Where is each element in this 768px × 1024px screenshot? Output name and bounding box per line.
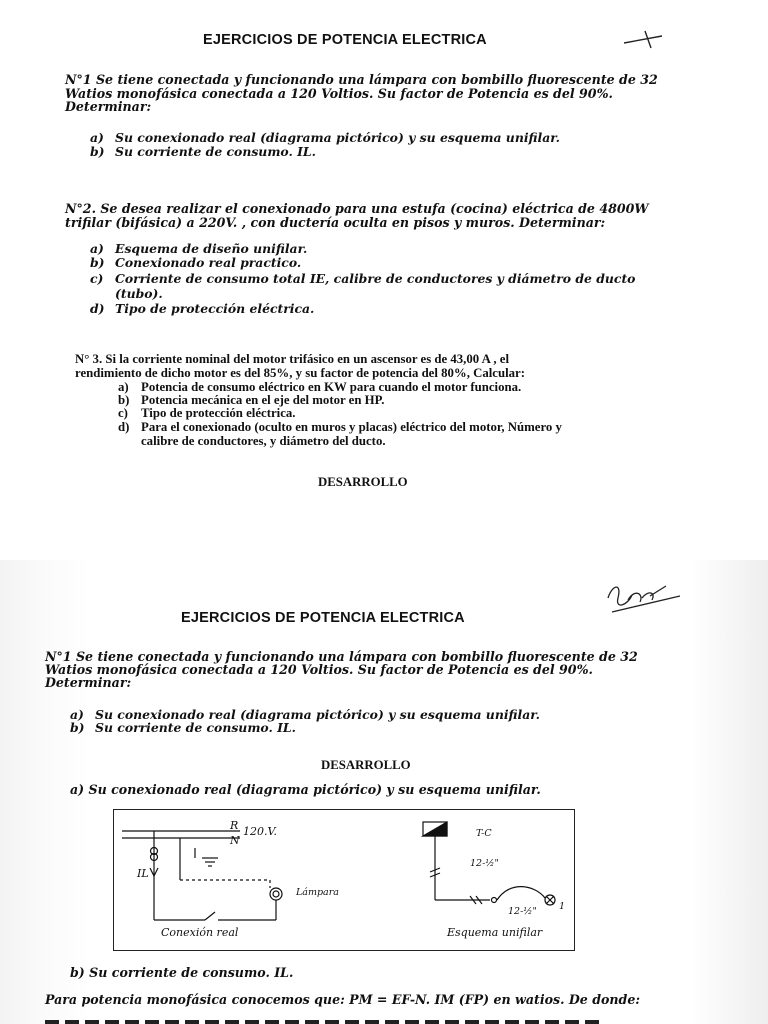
- list-item: b) Su corriente de consumo. IL.: [70, 720, 296, 735]
- real-caption: Conexión real: [161, 926, 239, 939]
- cut-off-line: [45, 1014, 605, 1024]
- list-item: d) Para el conexionado (oculto en muros y placas) eléctrico del motor, Número y: [118, 420, 562, 434]
- list-item: a) Potencia de consumo eléctrico en KW para cuando el motor funciona.: [118, 380, 522, 394]
- part-a-heading: a) Su conexionado real (diagrama pictórico) y su esquema unifilar.: [70, 782, 541, 797]
- exercise-line: N°1 Se tiene conectada y funcionando una lámpara con bombillo fluorescente de 32: [65, 72, 658, 87]
- exercise-line: N°2. Se desea realizar el conexionado para una estufa (cocina) eléctrica de 4800W: [65, 201, 649, 216]
- exercise-line: Determinar:: [45, 675, 132, 690]
- formula-line: Para potencia monofásica conocemos que: PM = EF-N. IM (FP) en watios. De donde:: [45, 992, 641, 1007]
- exercise-line: N°1 Se tiene conectada y funcionando una lámpara con bombillo fluorescente de 32: [45, 649, 638, 664]
- section-heading: DESARROLLO: [318, 475, 408, 489]
- list-item: b) Potencia mecánica en el eje del motor en HP.: [118, 393, 385, 407]
- page-title: EJERCICIOS DE POTENCIA ELECTRICA: [203, 32, 487, 48]
- exercise-line: N° 3. Si la corriente nominal del motor trifásico en un ascensor es de 43,00 A , el: [75, 352, 510, 366]
- n-label: N: [230, 834, 240, 847]
- list-item: a) Su conexionado real (diagrama pictórico) y su esquema unifilar.: [70, 707, 540, 722]
- part-b-heading: b) Su corriente de consumo. IL.: [70, 965, 294, 980]
- list-item: a) Esquema de diseño unifilar.: [90, 241, 308, 256]
- unifilar-caption: Esquema unifilar: [447, 926, 543, 939]
- wire-label: 12-½": [470, 858, 499, 869]
- exercise-line: Determinar:: [65, 99, 152, 114]
- exercise-line: rendimiento de dicho motor es del 85%, y su factor de potencia del 80%, Calcular:: [75, 366, 525, 380]
- r-label: R: [230, 819, 239, 832]
- current-label: IL: [137, 867, 149, 880]
- list-item: d) Tipo de protección eléctrica.: [90, 301, 315, 316]
- list-item: (tubo).: [115, 286, 163, 301]
- list-item: b) Conexionado real practico.: [90, 255, 302, 270]
- exercise-line: trifilar (bifásica) a 220V. , con ductería oculta en pisos y muros. Determinar:: [65, 215, 606, 230]
- page-title: EJERCICIOS DE POTENCIA ELECTRICA: [181, 610, 465, 626]
- tc-label: T-C: [476, 828, 492, 839]
- lamp-label: Lámpara: [296, 887, 339, 898]
- list-item: a) Su conexionado real (diagrama pictórico) y su esquema unifilar.: [90, 130, 560, 145]
- exercise-line: Watios monofásica conectada a 120 Voltios. Su factor de Potencia es del 90%.: [45, 662, 593, 677]
- list-item: c) Tipo de protección eléctrica.: [118, 406, 296, 420]
- voltage-label: 120.V.: [243, 825, 278, 838]
- section-heading: DESARROLLO: [321, 758, 411, 772]
- list-item: c) Corriente de consumo total IE, calibre de conductores y diámetro de ducto: [90, 271, 636, 286]
- list-item: b) Su corriente de consumo. IL.: [90, 144, 316, 159]
- number-label: 1: [559, 901, 566, 912]
- list-item: calibre de conductores, y diámetro del ducto.: [141, 434, 386, 448]
- wire-label: 12-½": [508, 906, 537, 917]
- exercise-line: Watios monofásica conectada a 120 Voltios. Su factor de Potencia es del 90%.: [65, 86, 613, 101]
